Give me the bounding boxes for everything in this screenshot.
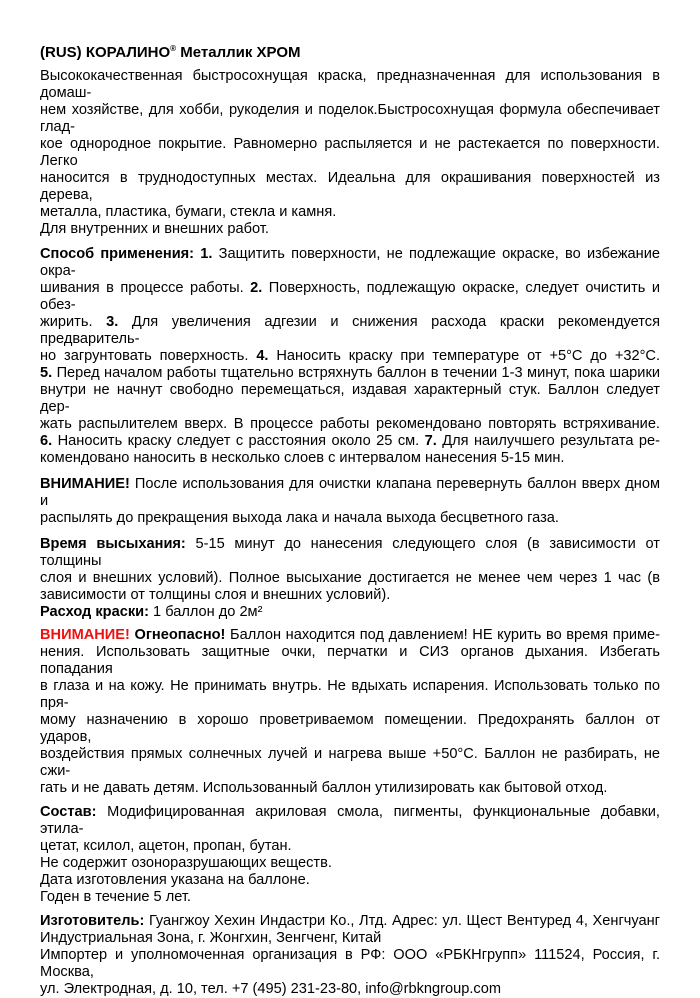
- text-run: распылять до прекращения выхода лака и начала выхода бесцветного газа.: [40, 510, 559, 526]
- section-safety-warning: [40, 627, 660, 797]
- text-line: [40, 644, 660, 678]
- text-run: мому назначению в хорошо проветриваемом помещении. Предохранять баллон от ударов,: [40, 712, 660, 745]
- section-valve-warning: [40, 476, 660, 527]
- bold-text-run: 2.: [250, 280, 263, 296]
- text-line: [40, 855, 660, 872]
- text-line: [40, 382, 660, 416]
- bold-text-run: Изготовитель:: [40, 913, 145, 929]
- bold-text-run: Металлик ХРОМ: [176, 44, 301, 61]
- section-composition: [40, 804, 660, 906]
- text-run: жирить.: [40, 314, 107, 330]
- text-run: Модифицированная акриловая смола, пигменты, функциональные добавки, этила-: [40, 804, 660, 837]
- text-line: [40, 204, 660, 221]
- bold-text-run: 3.: [106, 314, 119, 330]
- text-run: комендовано наносить в несколько слоев с интервалом нанесения 5-15 мин.: [40, 450, 565, 466]
- bold-text-run: Состав:: [40, 804, 97, 820]
- text-run: Наносить краску при температуре от +5°С до +32°С.: [268, 348, 661, 364]
- section-consumption: [40, 604, 660, 621]
- bold-text-run: 6.: [40, 433, 53, 449]
- text-line: [40, 136, 660, 170]
- text-line: [40, 365, 660, 382]
- text-line: [40, 678, 660, 712]
- text-line: [40, 44, 660, 61]
- text-line: [40, 712, 660, 746]
- text-run: шивания в процессе работы.: [40, 280, 251, 296]
- text-run: Индустриальная Зона, г. Жонгхин, Зенгченг, Китай: [40, 930, 382, 946]
- text-line: [40, 476, 660, 510]
- text-run: Наносить краску следует с расстояния около 25 см.: [52, 433, 425, 449]
- bold-text-run: 7.: [424, 433, 437, 449]
- text-line: [40, 627, 660, 644]
- text-line: [40, 68, 660, 102]
- registered-trademark-mark: ®: [170, 44, 177, 53]
- bold-text-run: 1.: [200, 246, 213, 262]
- text-line: [40, 221, 660, 238]
- text-line: [40, 587, 660, 604]
- text-run: зависимости от толщины слоя и внешних условий).: [40, 587, 391, 603]
- text-line: [40, 746, 660, 780]
- section-product-title: [40, 44, 660, 61]
- text-line: [40, 416, 660, 433]
- text-run: наносится в труднодоступных местах. Идеальна для окрашивания поверхностей из дерева,: [40, 170, 660, 203]
- text-run: Для наилучшего результата ре-: [436, 433, 660, 449]
- text-line: [40, 947, 660, 981]
- text-run: слоя и внешних условий). Полное высыхание достигается не менее чем через 1 час (в: [40, 570, 660, 586]
- text-line: [40, 280, 660, 314]
- bold-text-run: ВНИМАНИЕ!: [40, 476, 130, 492]
- section-usage-scope: [40, 221, 660, 238]
- text-run: Импортер и уполномоченная организация в РФ: ООО «РБКНгрупп» 111524, Россия, г. Москва,: [40, 947, 660, 980]
- text-line: [40, 570, 660, 587]
- bold-text-run: Огнеопасно!: [134, 627, 226, 643]
- text-line: [40, 510, 660, 527]
- text-run: Высококачественная быстросохнущая краска, предназначенная для использования в домаш-: [40, 68, 660, 101]
- text-line: [40, 170, 660, 204]
- text-run: цетат, ксилол, ацетон, пропан, бутан.: [40, 838, 292, 854]
- text-line: [40, 981, 660, 998]
- text-run: Для внутренних и внешних работ.: [40, 221, 269, 237]
- bold-text-run: 5.: [40, 365, 53, 381]
- text-run: внутри не начнут свободно перемещаться, издавая характерный стук. Баллон следует дер-: [40, 382, 660, 415]
- text-line: [40, 604, 660, 621]
- text-line: [40, 872, 660, 889]
- text-run: Для увеличения адгезии и снижения расхода краски рекомендуется предваритель-: [40, 314, 660, 347]
- section-manufacturer: [40, 913, 660, 947]
- text-line: [40, 314, 660, 348]
- text-line: [40, 433, 660, 450]
- text-line: [40, 913, 660, 930]
- text-line: [40, 804, 660, 838]
- text-run: жать распылителем вверх. В процессе работы рекомендовано повторять встряхивание.: [40, 416, 660, 432]
- section-application: [40, 246, 660, 467]
- text-run: Баллон находится под давлением! НЕ курить во время приме-: [225, 627, 660, 643]
- text-line: [40, 450, 660, 467]
- text-run: Поверхность, подлежащую окраске, следует очистить и обез-: [40, 280, 661, 313]
- text-run: Гуангжоу Хехин Индастри Ко., Лтд. Адрес: ул. Щест Вентуред 4, Хенгчуанг: [144, 913, 660, 929]
- text-run: 5-15 минут до нанесения следующего слоя (в зависимости от толщины: [40, 536, 660, 569]
- text-line: [40, 838, 660, 855]
- bold-text-run: Время высыхания:: [40, 536, 186, 552]
- text-line: [40, 348, 660, 365]
- section-drying-time: [40, 536, 660, 604]
- text-line: [40, 780, 660, 797]
- text-run: гать и не давать детям. Использованный баллон утилизировать как бытовой отход.: [40, 780, 608, 796]
- section-importer: [40, 947, 660, 998]
- text-run: Защитить поверхности, не подлежащие окраске, во избежание окра-: [40, 246, 660, 279]
- text-run: ул. Электродная, д. 10, тел. +7 (495) 231-23-80, info@rbkngroup.com: [40, 981, 501, 997]
- bold-text-run: (RUS) КОРАЛИНО: [40, 44, 171, 61]
- text-run: Не содержит озоноразрушающих веществ.: [40, 855, 332, 871]
- text-run: но загрунтовать поверхность.: [40, 348, 257, 364]
- text-run: в глаза и на кожу. Не принимать внутрь. Не вдыхать испарения. Использовать только по пря-: [40, 678, 660, 711]
- text-run: воздействия прямых солнечных лучей и нагрева выше +50°С. Баллон не разбирать, не сжи-: [40, 746, 660, 779]
- text-run: 1 баллон до 2м²: [148, 604, 263, 620]
- text-line: [40, 536, 660, 570]
- text-run: Перед началом работы тщательно встряхнуть баллон в течении 1-3 минут, пока шарики: [52, 365, 660, 381]
- bold-text-run: 4.: [256, 348, 269, 364]
- text-run: нем хозяйстве, для хобби, рукоделия и поделок.Быстросохнущая формула обеспечивает глад-: [40, 102, 660, 135]
- text-run: металла, пластика, бумаги, стекла и камня.: [40, 204, 337, 220]
- text-line: [40, 889, 660, 906]
- text-run: Дата изготовления указана на баллоне.: [40, 872, 310, 888]
- text-line: [40, 246, 660, 280]
- bold-text-run: Способ применения:: [40, 246, 195, 262]
- bold-text-run: Расход краски:: [40, 604, 149, 620]
- text-line: [40, 102, 660, 136]
- text-run: кое однородное покрытие. Равномерно распыляется и не растекается по поверхности. Легко: [40, 136, 660, 169]
- warning-text-red: ВНИМАНИЕ!: [40, 627, 130, 643]
- section-description: [40, 68, 660, 221]
- text-run: нения. Использовать защитные очки, перчатки и СИЗ органов дыхания. Избегать попадания: [40, 644, 660, 677]
- text-run: После использования для очистки клапана перевернуть баллон вверх дном и: [40, 476, 660, 509]
- text-run: Годен в течение 5 лет.: [40, 889, 191, 905]
